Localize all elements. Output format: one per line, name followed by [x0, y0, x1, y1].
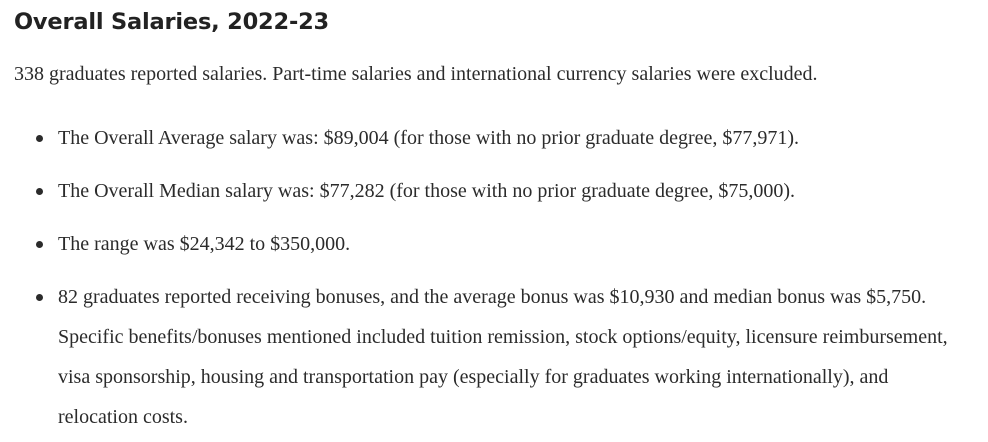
bullet-icon — [36, 294, 43, 301]
list-item-median-salary — [36, 171, 956, 211]
bullet-icon — [36, 188, 43, 195]
bullet-icon — [36, 135, 43, 142]
intro-paragraph: 338 graduates reported salaries. Part-time salaries and international currency salaries were excluded. — [14, 63, 818, 85]
list-item-text: The Overall Average salary was: $89,004 (for those with no prior graduate degree, $77,971). — [58, 127, 800, 149]
list-item-text: 82 graduates reported receiving bonuses, and the average bonus was $10,930 and median bonus was $5,750. Specific benefits/bonuses mentioned included tuition remission, stock options/equity, licensure reimbursement, visa sponsorship, housing and transportation pay (especially for graduates working internationally), and relocation costs. — [58, 286, 948, 428]
list-item-bonuses — [36, 277, 956, 437]
list-item-salary-range — [36, 224, 956, 264]
list-item-text: The Overall Median salary was: $77,282 (for those with no prior graduate degree, $75,000). — [58, 180, 796, 202]
list-item-average-salary — [36, 118, 956, 158]
bullet-icon — [36, 241, 43, 248]
salary-facts-list — [36, 118, 956, 437]
list-item-text: The range was $24,342 to $350,000. — [58, 233, 351, 255]
section-heading: Overall Salaries, 2022-23 — [14, 9, 329, 35]
